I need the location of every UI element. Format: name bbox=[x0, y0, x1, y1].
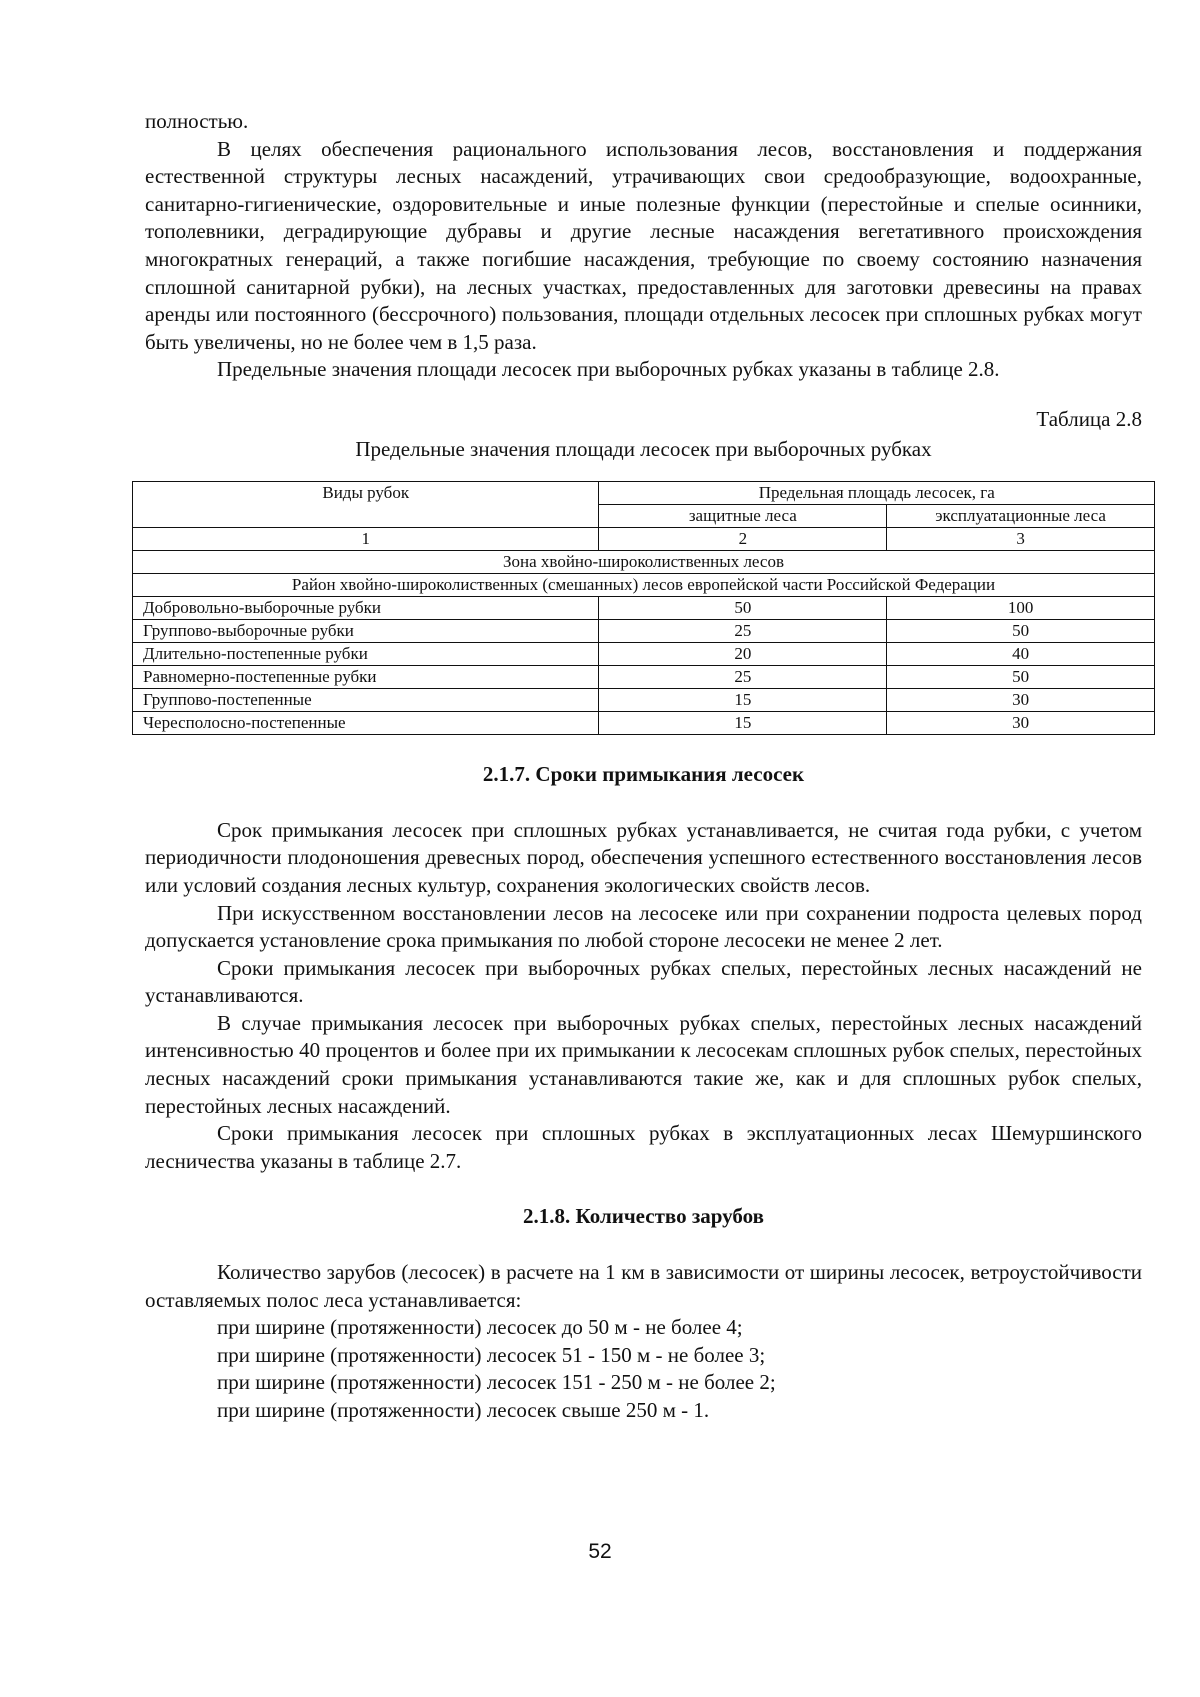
zone-cell: Зона хвойно-широколиственных лесов bbox=[133, 551, 1155, 574]
protective-value-cell: 25 bbox=[599, 620, 887, 643]
table-row bbox=[133, 597, 1155, 620]
cutting-type-cell: Равномерно-постепенные рубки bbox=[133, 666, 599, 689]
index-cell: 3 bbox=[887, 528, 1155, 551]
table-zone-row bbox=[133, 551, 1155, 574]
protective-value-cell: 15 bbox=[599, 712, 887, 735]
header-exploitation-forests: эксплуатационные леса bbox=[887, 505, 1155, 528]
exploitation-value-cell: 30 bbox=[887, 689, 1155, 712]
document-page bbox=[145, 108, 1142, 1425]
section1-paragraph-4: В случае примыкания лесосек при выборочных рубках спелых, перестойных лесных насаждений интенсивностью 40 процентов и более при их примыкании к лесосекам сплошных рубок спелых, перестойных лесных насаждений сроки примыкания устанавливаются такие же, как и для сплошных рубок спелых, перестойных лесных насаждений. bbox=[145, 1010, 1142, 1118]
list-item: при ширине (протяженности) лесосек до 50 м - не более 4; bbox=[217, 1315, 743, 1340]
table-index-row bbox=[133, 528, 1155, 551]
exploitation-value-cell: 50 bbox=[887, 620, 1155, 643]
section2-paragraph-1: Количество зарубов (лесосек) в расчете на 1 км в зависимости от ширины лесосек, ветроустойчивости оставляемых полос леса устанавливается: bbox=[145, 1260, 1142, 1312]
header-protective-forests: защитные леса bbox=[599, 505, 887, 528]
header-max-area: Предельная площадь лесосек, га bbox=[599, 482, 1155, 505]
intro-line: полностью. bbox=[145, 109, 249, 133]
list-item: при ширине (протяженности) лесосек 151 - 250 м - не более 2; bbox=[217, 1370, 776, 1395]
cutting-area-table bbox=[132, 481, 1155, 735]
list-item: при ширине (протяженности) лесосек свыше 250 м - 1. bbox=[217, 1398, 710, 1422]
section1-paragraph-3: Сроки примыкания лесосек при выборочных рубках спелых, перестойных лесных насаждений не устанавливаются. bbox=[145, 955, 1142, 1008]
cutting-type-cell: Длительно-постепенные рубки bbox=[133, 643, 599, 666]
protective-value-cell: 15 bbox=[599, 689, 887, 712]
protective-value-cell: 25 bbox=[599, 666, 887, 689]
section1-paragraph-2: При искусственном восстановлении лесов на лесосеке или при сохранении подроста целевых пород допускается установление срока примыкания по любой стороне лесосеки не менее 2 лет. bbox=[145, 900, 1142, 953]
section-heading-cut-count: 2.1.8. Количество зарубов bbox=[523, 1204, 764, 1229]
table-title: Предельные значения площади лесосек при выборочных рубках bbox=[355, 436, 932, 461]
intro-paragraph-1: В целях обеспечения рационального использования лесов, восстановления и поддержания естественной структуры лесных насаждений, утрачивающих свои средообразующие, водоохранные, санитарно-гигиенические, оздоровительные и иные полезные функции (перестойные и спелые осинники, тополевники, деградирующие дубравы и другие лесные насаждения вегетативного происхождения многократных генераций, а также погибшие насаждения, требующие по своему состоянию назначения сплошной санитарной рубки), на лесных участках, предоставленных для заготовки древесины на правах аренды или постоянного (бессрочного) пользования, площади отдельных лесосек при сплошных рубках могут быть увеличены, но не более чем в 1,5 раза. bbox=[145, 136, 1142, 354]
table-row bbox=[133, 689, 1155, 712]
cutting-type-cell: Добровольно-выборочные рубки bbox=[133, 597, 599, 620]
exploitation-value-cell: 50 bbox=[887, 666, 1155, 689]
index-cell: 1 bbox=[133, 528, 599, 551]
section1-paragraph-5: Сроки примыкания лесосек при сплошных рубках в эксплуатационных лесах Шемуршинского лесничества указаны в таблице 2.7. bbox=[145, 1121, 1142, 1173]
table-region-row bbox=[133, 574, 1155, 597]
page-number: 52 bbox=[588, 1540, 612, 1563]
protective-value-cell: 50 bbox=[599, 597, 887, 620]
table-header-row bbox=[133, 482, 1155, 505]
exploitation-value-cell: 100 bbox=[887, 597, 1155, 620]
exploitation-value-cell: 30 bbox=[887, 712, 1155, 735]
region-cell: Район хвойно-широколиственных (смешанных) лесов европейской части Российской Федерации bbox=[133, 574, 1155, 597]
table-row bbox=[133, 643, 1155, 666]
intro-paragraph-2: Предельные значения площади лесосек при выборочных рубках указаны в таблице 2.8. bbox=[217, 357, 1000, 382]
section1-paragraph-1: Срок примыкания лесосек при сплошных рубках устанавливается, не считая года рубки, с учетом периодичности плодоношения древесных пород, обеспечения успешного естественного восстановления лесов или условий создания лесных культур, сохранения экологических свойств лесов. bbox=[145, 817, 1142, 897]
exploitation-value-cell: 40 bbox=[887, 643, 1155, 666]
table-row bbox=[133, 712, 1155, 735]
cutting-type-cell: Чересполосно-постепенные bbox=[133, 712, 599, 735]
table-number: Таблица 2.8 bbox=[1036, 406, 1142, 431]
list-item: при ширине (протяженности) лесосек 51 - 150 м - не более 3; bbox=[217, 1342, 766, 1367]
header-cutting-type: Виды рубок bbox=[133, 482, 599, 528]
cutting-type-cell: Группово-постепенные bbox=[133, 689, 599, 712]
protective-value-cell: 20 bbox=[599, 643, 887, 666]
index-cell: 2 bbox=[599, 528, 887, 551]
table-row bbox=[133, 666, 1155, 689]
table-row bbox=[133, 620, 1155, 643]
section-heading-adjacency: 2.1.7. Сроки примыкания лесосек bbox=[482, 762, 805, 787]
cutting-type-cell: Группово-выборочные рубки bbox=[133, 620, 599, 643]
